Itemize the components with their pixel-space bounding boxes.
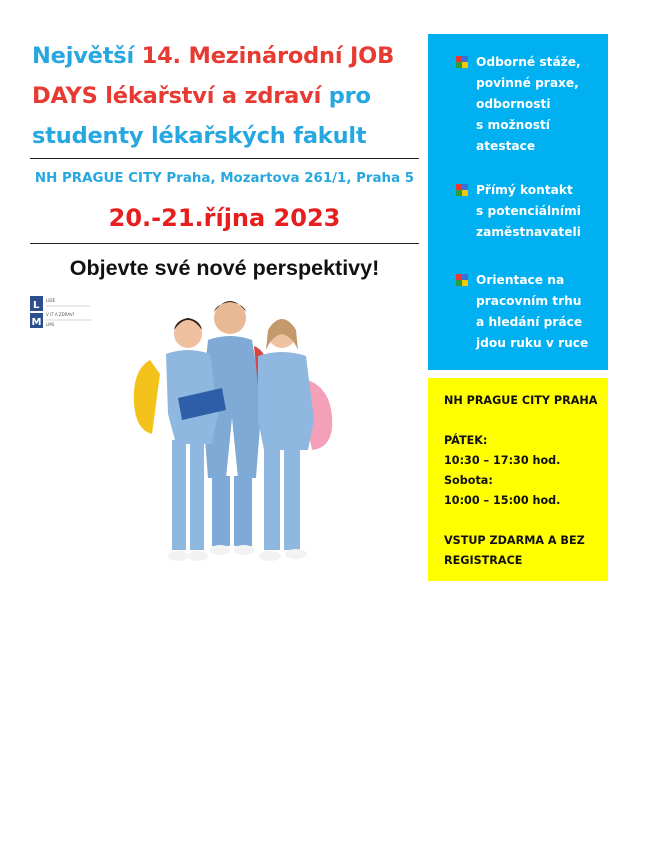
benefit-item	[456, 270, 588, 354]
puzzle-icon	[456, 56, 468, 68]
entry-note: VSTUP ZDARMA A BEZ REGISTRACE	[444, 534, 585, 567]
logo-text-2: V IT A ZDRAVÍ	[46, 312, 74, 317]
logo-text-3: LMS	[46, 322, 55, 327]
students-photo	[124, 290, 342, 580]
event-date: 20.-21.října 2023	[108, 204, 341, 232]
schedule-text	[444, 391, 597, 571]
title-part-2: 14. Mezinárodní JOB DAYS lékařství a zdraví	[32, 43, 395, 109]
day1-label: PÁTEK:	[444, 434, 488, 447]
day2-label: Sobota:	[444, 474, 493, 487]
benefit-text: Odborné stáže, povinné praxe, odbornosti s možností atestace	[476, 55, 581, 153]
benefits-panel	[428, 34, 608, 370]
poster-title	[32, 36, 417, 156]
benefit-text: Přímý kontakt s potenciálními zaměstnavateli	[476, 183, 581, 239]
divider-bottom	[30, 243, 419, 244]
schedule-panel	[428, 378, 608, 581]
logo-text-1: LIDÉ	[46, 298, 56, 303]
day1-time: 10:30 – 17:30 hod.	[444, 454, 561, 467]
benefit-item	[456, 180, 581, 243]
puzzle-icon	[456, 184, 468, 196]
divider-top	[30, 158, 419, 159]
puzzle-icon	[456, 274, 468, 286]
benefit-text: Orientace na pracovním trhu a hledání práce jdou ruku v ruce	[476, 273, 589, 350]
day2-time: 10:00 – 15:00 hod.	[444, 494, 561, 507]
svg-text:M: M	[31, 317, 42, 328]
title-part-3: pro studenty lékařských fakult	[32, 83, 371, 149]
benefit-item	[456, 52, 581, 157]
organizer-logo	[30, 296, 96, 328]
schedule-venue: NH PRAGUE CITY PRAHA	[444, 394, 598, 407]
slogan: Objevte své nové perspektivy!	[69, 256, 380, 280]
venue-address: NH PRAGUE CITY Praha, Mozartova 261/1, Praha 5	[34, 171, 415, 186]
svg-text:L: L	[33, 300, 40, 311]
title-part-1: Největší	[32, 43, 142, 69]
